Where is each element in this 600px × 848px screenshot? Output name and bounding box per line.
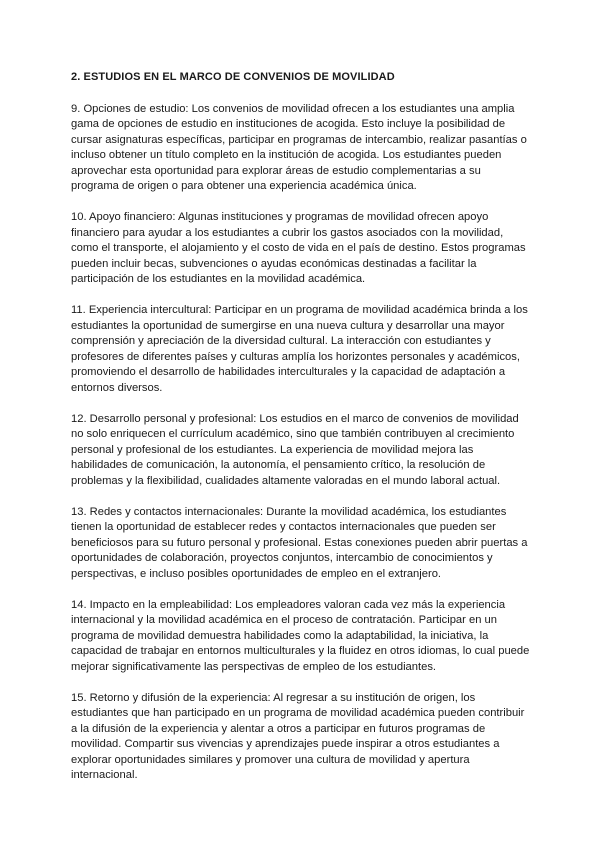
paragraph-employability-impact: 14. Impacto en la empleabilidad: Los empleadores valoran cada vez más la experiencia internacional y la movilidad académica en el proceso de contratación. Participar en un programa de movilidad demuestra habilidades como la adaptabilidad, la iniciativa, la capacidad de trabajar en entornos multiculturales y la fluidez en otros idiomas, lo cual puede mejorar significativamente las perspectivas de empleo de los estudiantes.	[71, 598, 530, 673]
section-heading: 2. ESTUDIOS EN EL MARCO DE CONVENIOS DE MOVILIDAD	[71, 71, 395, 83]
paragraph-international-networks: 13. Redes y contactos internacionales: Durante la movilidad académica, los estudiantes tienen la oportunidad de establecer redes y contactos internacionales que pueden ser beneficiosos para su futuro personal y profesional. Estas conexiones pueden abrir puertas a oportunidades de colaboración, proyectos conjuntos, intercambio de conocimientos y perspectivas, e incluso posibles oportunidades de empleo en el extranjero.	[71, 505, 528, 580]
paragraph-financial-support: 10. Apoyo financiero: Algunas instituciones y programas de movilidad ofrecen apoyo financiero para ayudar a los estudiantes a cubrir los gastos asociados con la movilidad, como el transporte, el alojamiento y el costo de vida en el país de destino. Estos programas pueden incluir becas, subvenciones o ayudas económicas destinadas a facilitar la participación de los estudiantes en la movilidad académica.	[71, 211, 526, 286]
document-page	[71, 70, 531, 799]
paragraph-return-dissemination: 15. Retorno y difusión de la experiencia: Al regresar a su institución de origen, los estudiantes que han participado en un programa de movilidad académica pueden contribuir a la difusión de la experiencia y alentar a otros a participar en futuros programas de movilidad. Compartir sus vivencias y aprendizajes puede inspirar a otros estudiantes a explorar oportunidades similares y promover una cultura de movilidad y apertura internacional.	[71, 692, 525, 782]
paragraph-study-options: 9. Opciones de estudio: Los convenios de movilidad ofrecen a los estudiantes una amplia gama de opciones de estudio en instituciones de acogida. Esto incluye la posibilidad de cursar asignaturas específicas, participar en programas de intercambio, realizar pasantías o incluso obtener un título completo en la institución de acogida. Los estudiantes pueden aprovechar esta oportunidad para explorar áreas de estudio complementarias a su programa de origen o para obtener una experiencia académica única.	[71, 103, 527, 193]
paragraph-personal-professional-development: 12. Desarrollo personal y profesional: Los estudios en el marco de convenios de movilidad no solo enriquecen el currículum académico, sino que también contribuyen al crecimiento personal y profesional de los estudiantes. La experiencia de movilidad mejora las habilidades de comunicación, la autonomía, el pensamiento crítico, la resolución de problemas y la flexibilidad, cualidades altamente valoradas en el mundo laboral actual.	[71, 412, 519, 487]
paragraph-intercultural-experience: 11. Experiencia intercultural: Participar en un programa de movilidad académica brinda a los estudiantes la oportunidad de sumergirse en una nueva cultura y desarrollar una mayor comprensión y apreciación de la diversidad cultural. La interacción con estudiantes y profesores de diferentes países y culturas amplía los horizontes personales y académicos, promoviendo el desarrollo de habilidades interculturales y la capacidad de adaptación a entornos diversos.	[71, 304, 528, 394]
